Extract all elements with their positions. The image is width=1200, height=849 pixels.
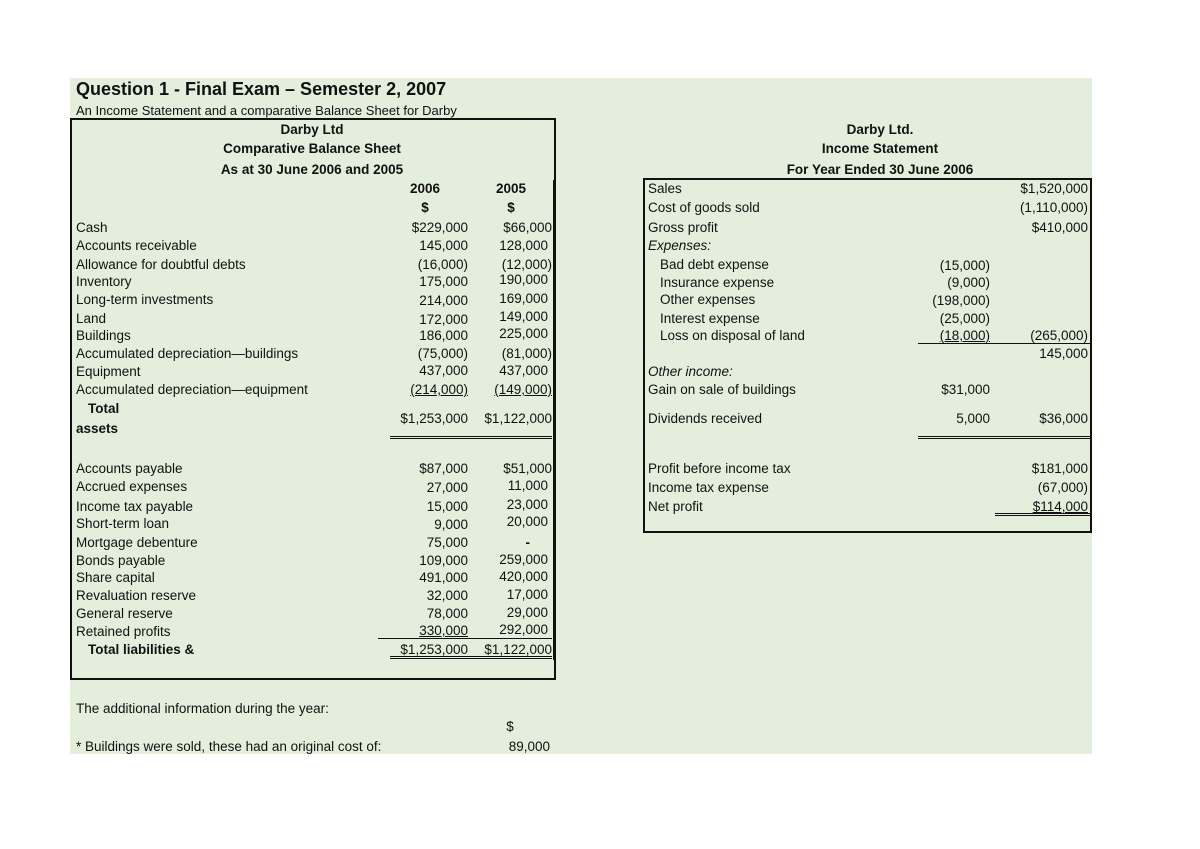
- liability-value-2005: 292,000: [499, 622, 548, 637]
- total-liabilities-2005: $1,122,000: [484, 642, 552, 657]
- asset-label: Accounts receivable: [76, 238, 197, 253]
- net-profit-double-underline: [995, 513, 1090, 516]
- liability-label: Retained profits: [76, 624, 171, 639]
- total-assets-label-2: assets: [76, 421, 119, 436]
- liability-value-2006: 27,000: [426, 480, 468, 495]
- expense-value: (15,000): [939, 258, 990, 273]
- asset-value-2006: 214,000: [419, 293, 468, 308]
- bs-unit-2005: $: [507, 200, 515, 215]
- bs-year-2005: 2005: [495, 181, 527, 196]
- liability-label: Mortgage debenture: [76, 535, 198, 550]
- bs-date: As at 30 June 2006 and 2005: [220, 162, 404, 177]
- expense-value: (25,000): [939, 311, 990, 326]
- retained-profits-underline: [378, 638, 552, 639]
- liability-value-2006: $87,000: [419, 461, 468, 476]
- asset-value-2006: (214,000): [410, 382, 468, 397]
- is-net-profit-value: $114,000: [1032, 499, 1088, 514]
- is-gross-profit-value: $410,000: [1031, 220, 1088, 235]
- additional-value: 89,000: [508, 739, 550, 754]
- is-sales-value: $1,520,000: [1020, 181, 1088, 196]
- liability-value-2006: 15,000: [426, 499, 468, 514]
- liability-value-2005: 23,000: [506, 497, 548, 512]
- total-assets-2006: $1,253,000: [400, 411, 468, 426]
- liability-value-2006: 75,000: [426, 535, 468, 550]
- total-assets-2005: $1,122,000: [484, 411, 552, 426]
- liability-value-2005: -: [525, 535, 530, 550]
- additional-unit: $: [506, 719, 514, 734]
- liability-label: Short-term loan: [76, 516, 170, 531]
- asset-value-2006: (75,000): [417, 346, 468, 361]
- asset-value-2005: (149,000): [494, 382, 552, 397]
- asset-value-2005: 169,000: [499, 291, 548, 306]
- is-tax-value: (67,000): [1037, 480, 1088, 495]
- page-subtitle: An Income Statement and a comparative Balance Sheet for Darby: [76, 103, 457, 118]
- liability-value-2006: 491,000: [419, 570, 468, 585]
- liability-label: Income tax payable: [76, 499, 194, 514]
- bs-title: Comparative Balance Sheet: [223, 141, 401, 156]
- asset-value-2005: (12,000): [501, 257, 552, 272]
- asset-value-2005: (81,000): [501, 346, 552, 361]
- expense-label: Bad debt expense: [660, 257, 769, 272]
- asset-value-2006: $229,000: [411, 220, 468, 235]
- expense-value: (198,000): [932, 293, 990, 308]
- is-expenses-total: (265,000): [1030, 328, 1088, 343]
- liability-value-2005: $51,000: [503, 461, 552, 476]
- is-other-income-total: $36,000: [1039, 411, 1088, 426]
- asset-label: Land: [76, 311, 107, 326]
- is-dividends-label: Dividends received: [648, 411, 763, 426]
- liability-label: Share capital: [76, 570, 155, 585]
- expense-label: Other expenses: [660, 292, 756, 307]
- liability-value-2006: 9,000: [434, 517, 468, 532]
- expense-label: Interest expense: [660, 311, 760, 326]
- asset-value-2006: 145,000: [419, 238, 468, 253]
- liability-value-2006: 109,000: [419, 553, 468, 568]
- total-liabilities-double-underline: [390, 656, 552, 659]
- expense-label: Insurance expense: [660, 275, 775, 290]
- page-title: Question 1 - Final Exam – Semester 2, 2007: [76, 79, 447, 99]
- is-company: Darby Ltd.: [846, 122, 914, 137]
- is-cogs-label: Cost of goods sold: [648, 200, 760, 215]
- asset-label: Equipment: [76, 364, 141, 379]
- liability-label: Revaluation reserve: [76, 588, 197, 603]
- total-assets-label-1: Total: [88, 401, 120, 416]
- asset-value-2005: 437,000: [499, 363, 548, 378]
- expense-value: (18,000): [939, 328, 990, 343]
- asset-value-2005: 190,000: [499, 272, 548, 287]
- expense-value: (9,000): [947, 275, 990, 290]
- asset-value-2005: 225,000: [499, 326, 548, 341]
- asset-label: Accumulated depreciation—buildings: [76, 346, 299, 361]
- asset-value-2006: (16,000): [417, 257, 468, 272]
- bs-unit-2006: $: [421, 200, 429, 215]
- is-title: Income Statement: [821, 141, 939, 156]
- liability-value-2006: 32,000: [426, 588, 468, 603]
- asset-value-2005: 128,000: [499, 238, 548, 253]
- liability-value-2005: 259,000: [499, 552, 548, 567]
- additional-heading: The additional information during the year:: [76, 701, 329, 716]
- other-income-double-underline: [918, 436, 1090, 439]
- liability-value-2005: 420,000: [499, 569, 548, 584]
- asset-value-2006: 172,000: [419, 312, 468, 327]
- asset-label: Buildings: [76, 328, 131, 343]
- asset-value-2006: 175,000: [419, 274, 468, 289]
- is-pbt-value: $181,000: [1031, 461, 1088, 476]
- asset-label: Long-term investments: [76, 292, 214, 307]
- liability-label: General reserve: [76, 606, 173, 621]
- asset-label: Inventory: [76, 274, 132, 289]
- bs-company: Darby Ltd: [280, 122, 344, 137]
- asset-value-2005: 149,000: [499, 309, 548, 324]
- total-assets-double-underline: [390, 436, 552, 439]
- is-pbt-label: Profit before income tax: [648, 461, 791, 476]
- liability-value-2005: 29,000: [506, 605, 548, 620]
- additional-note: * Buildings were sold, these had an original cost of:: [76, 739, 382, 754]
- balance-sheet-right-border: [553, 180, 554, 660]
- is-gain-value: $31,000: [941, 382, 990, 397]
- is-period: For Year Ended 30 June 2006: [786, 162, 974, 177]
- asset-value-2005: $66,000: [503, 220, 552, 235]
- is-cogs-value: (1,110,000): [1019, 200, 1088, 215]
- asset-label: Cash: [76, 220, 108, 235]
- is-gain-label: Gain on sale of buildings: [648, 382, 796, 397]
- asset-label: Accumulated depreciation—equipment: [76, 382, 308, 397]
- is-other-income-heading: Other income:: [648, 364, 733, 379]
- is-dividends-value: 5,000: [956, 411, 990, 426]
- liability-value-2006: 330,000: [419, 623, 468, 638]
- asset-value-2006: 186,000: [419, 328, 468, 343]
- is-tax-label: Income tax expense: [648, 480, 769, 495]
- liability-value-2006: 78,000: [426, 606, 468, 621]
- liability-value-2005: 20,000: [506, 514, 548, 529]
- is-gross-profit-label: Gross profit: [648, 220, 718, 235]
- expense-label: Loss on disposal of land: [660, 328, 805, 343]
- is-sales-label: Sales: [648, 181, 682, 196]
- total-liabilities-2006: $1,253,000: [400, 642, 468, 657]
- liability-label: Accrued expenses: [76, 479, 188, 494]
- total-liabilities-label: Total liabilities &: [88, 642, 195, 657]
- asset-value-2006: 437,000: [419, 363, 468, 378]
- bs-year-2006: 2006: [409, 181, 441, 196]
- liability-value-2005: 11,000: [507, 478, 548, 493]
- liability-label: Bonds payable: [76, 553, 166, 568]
- is-expenses-heading: Expenses:: [648, 238, 712, 253]
- asset-label: Allowance for doubtful debts: [76, 257, 246, 272]
- liability-label: Accounts payable: [76, 461, 183, 476]
- liability-value-2005: 17,000: [506, 587, 548, 602]
- is-after-expenses: 145,000: [1039, 346, 1088, 361]
- is-net-profit-label: Net profit: [648, 499, 703, 514]
